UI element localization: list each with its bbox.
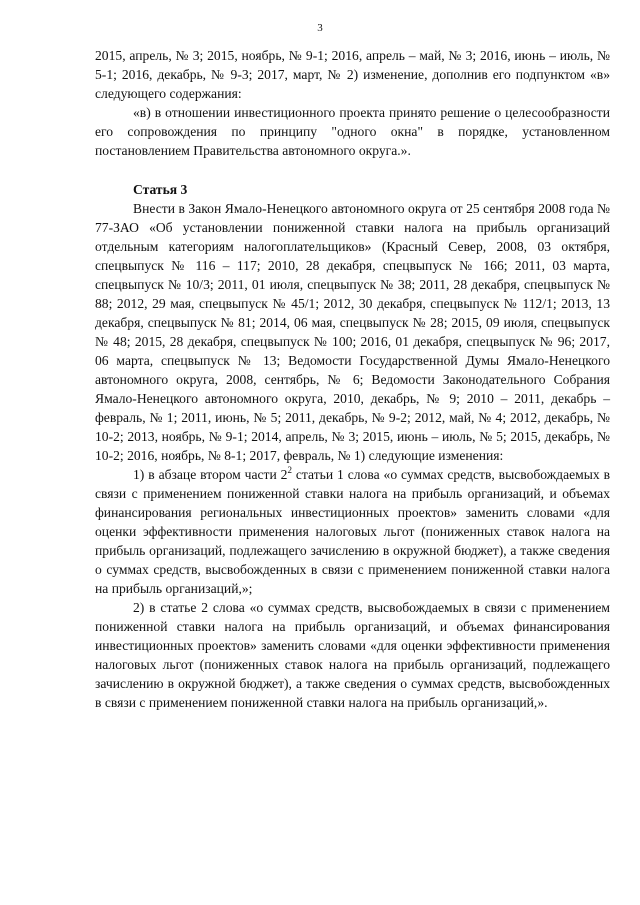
- amendment-item-2: 2) в статье 2 слова «о суммах средств, высвобождаемых в связи с применением пониженной ставки налога на прибыль организаций, и объемах финансирования инвестиционных проектов» заменить словами «для оценки эффективности применения налоговых льгот (пониженных ставок налога на прибыль организаций, подлежащего зачислению в окружной бюджет), а также сведения о суммах средств, высвобожденных в связи с применением пониженной ставки налога на прибыль организаций,».: [95, 600, 610, 710]
- amendment-item-1-rest: статьи 1 слова «о суммах средств, высвобождаемых в связи с применением пониженной ставки налога на прибыль организаций, и объемах финансирования региональных инвестиционных проектов» заменить словами «для оценки эффективности применения налоговых льгот (пониженных ставок налога на прибыль организаций, подлежащего зачислению в окружной бюджет), а также сведения о суммах средств, высвобожденных в связи с применением пониженной ставки налога на прибыль организаций,»;: [95, 467, 611, 596]
- quote-paragraph: «в) в отношении инвестиционного проекта принято решение о целесообразности его сопровождения по принципу "одного окна" в порядке, установленном постановлением Правительства автономного округа.».: [95, 105, 610, 158]
- amendment-item-1-superscript: 2: [287, 465, 292, 475]
- article-heading: Статья 3: [133, 182, 188, 197]
- page-number: 3: [317, 22, 323, 34]
- article-body-paragraph: Внести в Закон Ямало-Ненецкого автономного округа от 25 сентября 2008 года № 77-ЗАО «Об установлении пониженной ставки налога на прибыль организаций отдельным категориям налогоплательщиков» (Красный Север, 2008, 03 октября, спецвыпуск № 116 – 117; 2010, 28 декабря, спецвыпуск № 166; 2011, 03 марта, спецвыпуск № 10/3; 2011, 01 июля, спецвыпуск № 38; 2011, 28 декабря, спецвыпуск № 88; 2012, 29 мая, спецвыпуск № 45/1; 2012, 30 декабря, спецвыпуск № 112/1; 2013, 13 декабря, спецвыпуск № 81; 2014, 06 мая, спецвыпуск № 28; 2015, 09 июля, спецвыпуск № 48; 2015, 28 декабря, спецвыпуск № 100; 2016, 01 декабря, спецвыпуск № 96; 2017, 06 марта, спецвыпуск № 13; Ведомости Государственной Думы Ямало-Ненецкого автономного округа, 2008, сентябрь, № 6; Ведомости Законодательного Собрания Ямало-Ненецкого автономного округа, 2010, декабрь, № 9; 2010 – 2011, декабрь – февраль, № 1; 2011, июнь, № 5; 2011, декабрь, № 9-2; 2012, май, № 4; 2012, декабрь, № 10-2; 2013, ноябрь, № 9-1; 2014, апрель, № 3; 2015, июнь – июль, № 5; 2015, декабрь, № 10-2; 2016, ноябрь, № 8-1; 2017, февраль, № 1) следующие изменения:: [95, 201, 610, 463]
- document-body: [95, 46, 610, 712]
- intro-paragraph: 2015, апрель, № 3; 2015, ноябрь, № 9-1; 2016, апрель – май, № 3; 2016, июнь – июль, № 5-1; 2016, декабрь, № 9-3; 2017, март, № 2) изменение, дополнив его подпунктом «в» следующего содержания:: [95, 48, 610, 101]
- amendment-item-1: [95, 465, 610, 598]
- amendment-item-1-start: 1) в абзаце втором части 2: [133, 467, 288, 482]
